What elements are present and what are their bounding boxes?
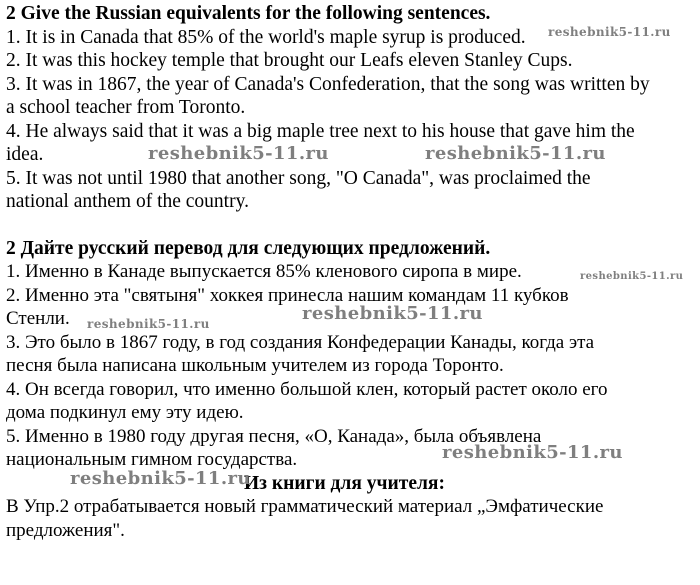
russian-sentence-1: 1. Именно в Канаде выпускается 85% кленового сиропа в мире. (6, 261, 522, 282)
russian-sentence-4-line-1: 4. Он всегда говорил, что именно большой клен, который растет около его (6, 378, 608, 400)
watermark: reshebnik5-11.ru (87, 317, 210, 331)
teacher-book-heading: Из книги для учителя: (244, 472, 445, 494)
section-spacer (6, 214, 694, 237)
watermark: reshebnik5-11.ru (148, 143, 329, 164)
english-exercise-heading: 2 Give the Russian equivalents for the following sentences. (6, 3, 491, 24)
english-sentence-1: 1. It is in Canada that 85% of the world's maple syrup is produced. (6, 26, 526, 48)
russian-sentence-2-line-1: 2. Именно эта "святыня" хоккея принесла нашим командам 11 кубков (6, 284, 569, 306)
russian-sentence-2-line-2: Стенли. (6, 308, 70, 329)
russian-sentence-3-line-2: песня была написана школьным учителем из города Торонто. (6, 355, 504, 376)
english-sentence-4-line-2: idea. (6, 144, 44, 165)
english-sentence-5-line-1: 5. It was not until 1980 that another song, "O Canada", was proclaimed the (6, 167, 591, 189)
english-sentence-4-line-1: 4. He always said that it was a big maple tree next to his house that gave him the (6, 120, 635, 142)
russian-sentence-4-line-2: дома подкинул ему эту идею. (6, 402, 244, 423)
russian-sentence-5-line-2: национальным гимном государства. (6, 449, 298, 470)
english-sentence-2: 2. It was this hockey temple that brought our Leafs eleven Stanley Cups. (6, 50, 573, 71)
watermark: reshebnik5-11.ru (548, 25, 671, 39)
teacher-note-line-2: предложения". (6, 519, 125, 541)
russian-exercise-heading: 2 Дайте русский перевод для следующих предложений. (6, 237, 491, 259)
watermark: reshebnik5-11.ru (442, 442, 623, 463)
russian-sentence-5-line-1: 5. Именно в 1980 году другая песня, «О, Канада», была объявлена (6, 425, 542, 447)
watermark: reshebnik5-11.ru (425, 143, 606, 164)
russian-sentence-3-line-1: 3. Это было в 1867 году, в год создания Конфедерации Канады, когда эта (6, 331, 595, 353)
english-sentence-3-line-2: a school teacher from Toronto. (6, 97, 246, 118)
watermark: reshebnik5-11.ru (70, 468, 251, 489)
english-sentence-5-line-2: national anthem of the country. (6, 191, 249, 212)
teacher-note-line-1: В Упр.2 отрабатывается новый грамматический материал „Эмфатические (6, 496, 604, 517)
english-sentence-3-line-1: 3. It was in 1867, the year of Canada's Confederation, that the song was written by (6, 73, 650, 95)
watermark: reshebnik5-11.ru (302, 303, 483, 324)
watermark: reshebnik5-11.ru (580, 271, 684, 282)
